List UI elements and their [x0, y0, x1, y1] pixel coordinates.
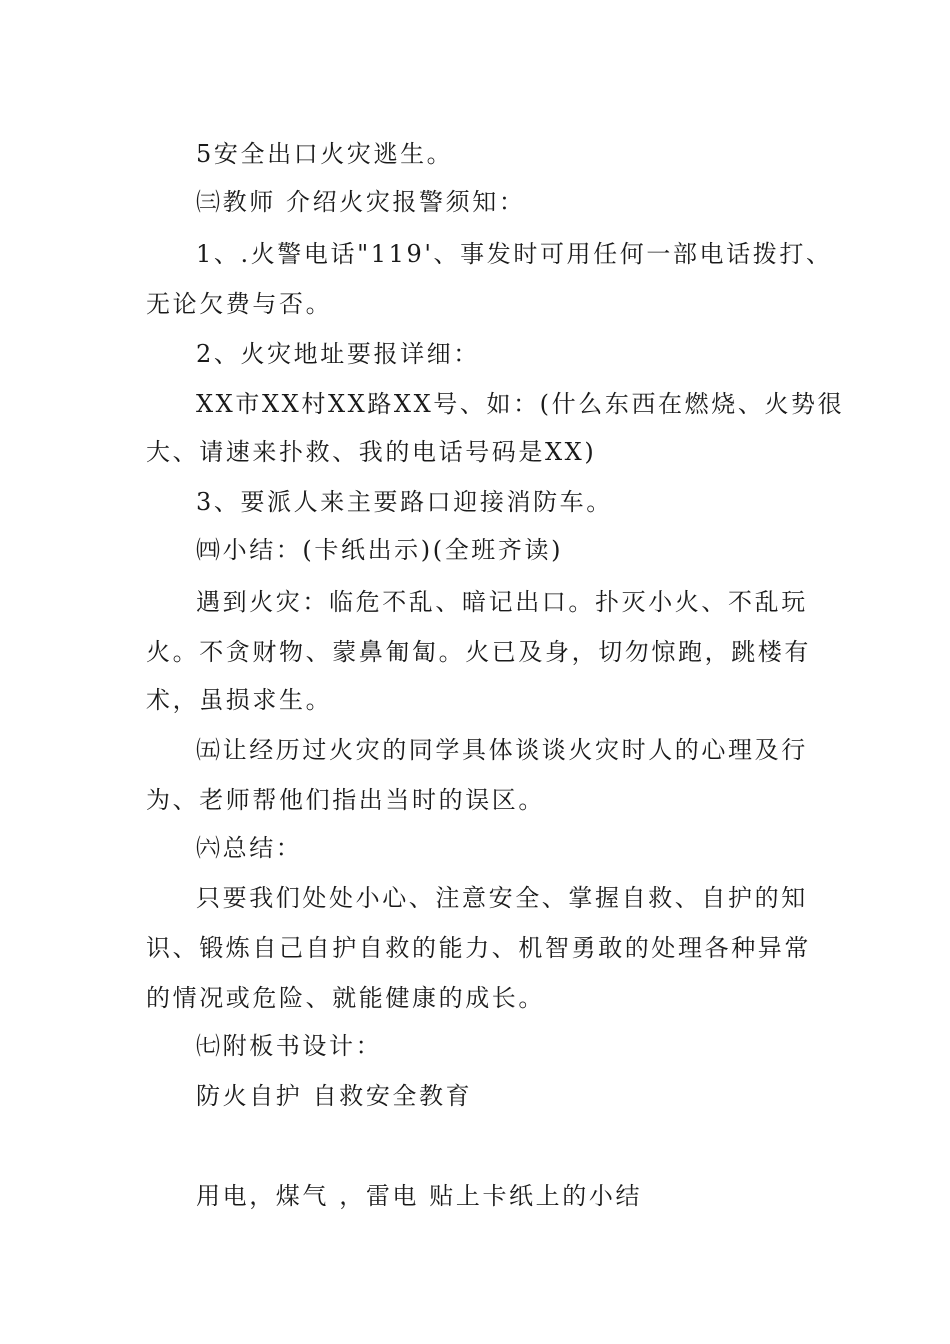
text-line-summary-2: 火。不贪财物、蒙鼻匍匐。火已及身，切勿惊跑，跳楼有	[146, 638, 811, 666]
text-line-section-3-heading: ㈢教师 介绍火灾报警须知：	[196, 188, 526, 216]
text-line-section-5: ㈤让经历过火灾的同学具体谈谈火灾时人的心理及行	[196, 736, 808, 764]
text-line-conclusion-1: 只要我们处处小心、注意安全、掌握自救、自护的知	[196, 884, 808, 912]
text-line-board-title: 防火自护 自救安全教育	[196, 1082, 473, 1110]
text-line-fire-phone: 1、.火警电话"119'、事发时可用任何一部电话拨打、	[196, 240, 833, 268]
text-line-section-4-heading: ㈣小结：(卡纸出示)(全班齐读)	[196, 536, 564, 564]
text-line-conclusion-3: 的情况或危险、就能健康的成长。	[146, 984, 545, 1012]
text-line-send-person: 3、要派人来主要路口迎接消防车。	[196, 488, 613, 516]
text-line-safety-exit: 5安全出口火灾逃生。	[196, 140, 454, 168]
text-line-fire-phone-cont: 无论欠费与否。	[146, 290, 333, 318]
text-line-summary-1: 遇到火灾：临危不乱、暗记出口。扑灭小火、不乱玩	[196, 588, 808, 616]
text-line-fire-address: 2、火灾地址要报详细：	[196, 340, 480, 368]
text-line-section-5-cont: 为、老师帮他们指出当时的误区。	[146, 786, 545, 814]
text-line-conclusion-2: 识、锻炼自己自护自救的能力、机智勇敢的处理各种异常	[146, 934, 811, 962]
text-line-summary-3: 术，虽损求生。	[146, 686, 333, 714]
text-line-section-7-heading: ㈦附板书设计：	[196, 1032, 383, 1060]
text-line-address-example-cont: 大、请速来扑救、我的电话号码是XX)	[146, 438, 597, 466]
text-line-section-6-heading: ㈥总结：	[196, 834, 303, 862]
text-line-address-example: XX市XX村XX路XX号、如：(什么东西在燃烧、火势很	[196, 390, 845, 418]
text-line-board-items: 用电，煤气 ，雷电 贴上卡纸上的小结	[196, 1182, 643, 1210]
